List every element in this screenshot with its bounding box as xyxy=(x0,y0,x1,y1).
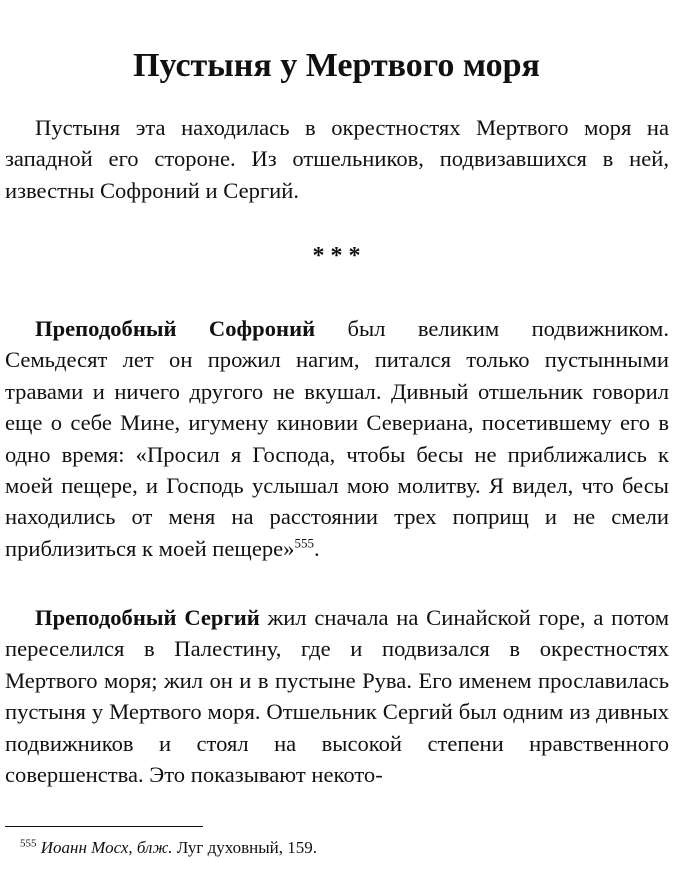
footnote-author: Иоанн Мосх, блж. xyxy=(40,838,173,857)
paragraph-sergius-text: жил сначала на Синайской горе, а потом переселился в Палестину, где и подвизался в окрестностях Мертвого моря; жил он и в пустыне Рува. Его именем прославилась пустыня у Мертвого моря. Отшельник Сергий был одним из дивных подвижников и стоял на высокой степени нравственного совершенства. Это показывают некото- xyxy=(5,605,669,788)
paragraph-intro: Пустыня эта находилась в окрестностях Мертвого моря на западной его стороне. Из отшельников, подвизавшихся в ней, известны Софроний и Сергий. xyxy=(5,115,669,203)
footnote-source: Луг духовный, 159. xyxy=(172,838,318,857)
footnote-divider xyxy=(5,826,203,827)
page-title: Пустыня у Мертвого моря xyxy=(133,47,540,84)
saint-name-sophronius: Преподобный Софроний xyxy=(35,316,316,341)
saint-name-sergius: Преподобный Сергий xyxy=(35,605,260,630)
paragraph-sophronius-end: . xyxy=(313,535,320,561)
paragraph-sergius xyxy=(5,602,669,790)
footnote-number: 555 xyxy=(20,837,37,850)
paragraph-sophronius-text: был великим подвижником. Семьдесят лет он прожил нагим, питался только пустынными травами и ничего другого не вкушал. Дивный отшельник говорил еще о себе Мине, игумену киновии Севериана, посетившему его в одно время: «Просил я Господа, чтобы бесы не приближались к моей пещере, и Господь услышал мою молитву. Я видел, что бесы находились от меня на расстоянии трех поприщ и не смели приблизиться к моей пещере» xyxy=(5,316,670,561)
paragraph-sophronius xyxy=(5,313,669,564)
footnote xyxy=(20,836,317,860)
section-separator: * * * xyxy=(312,243,361,269)
footnote-reference[interactable]: 555 xyxy=(294,535,314,551)
